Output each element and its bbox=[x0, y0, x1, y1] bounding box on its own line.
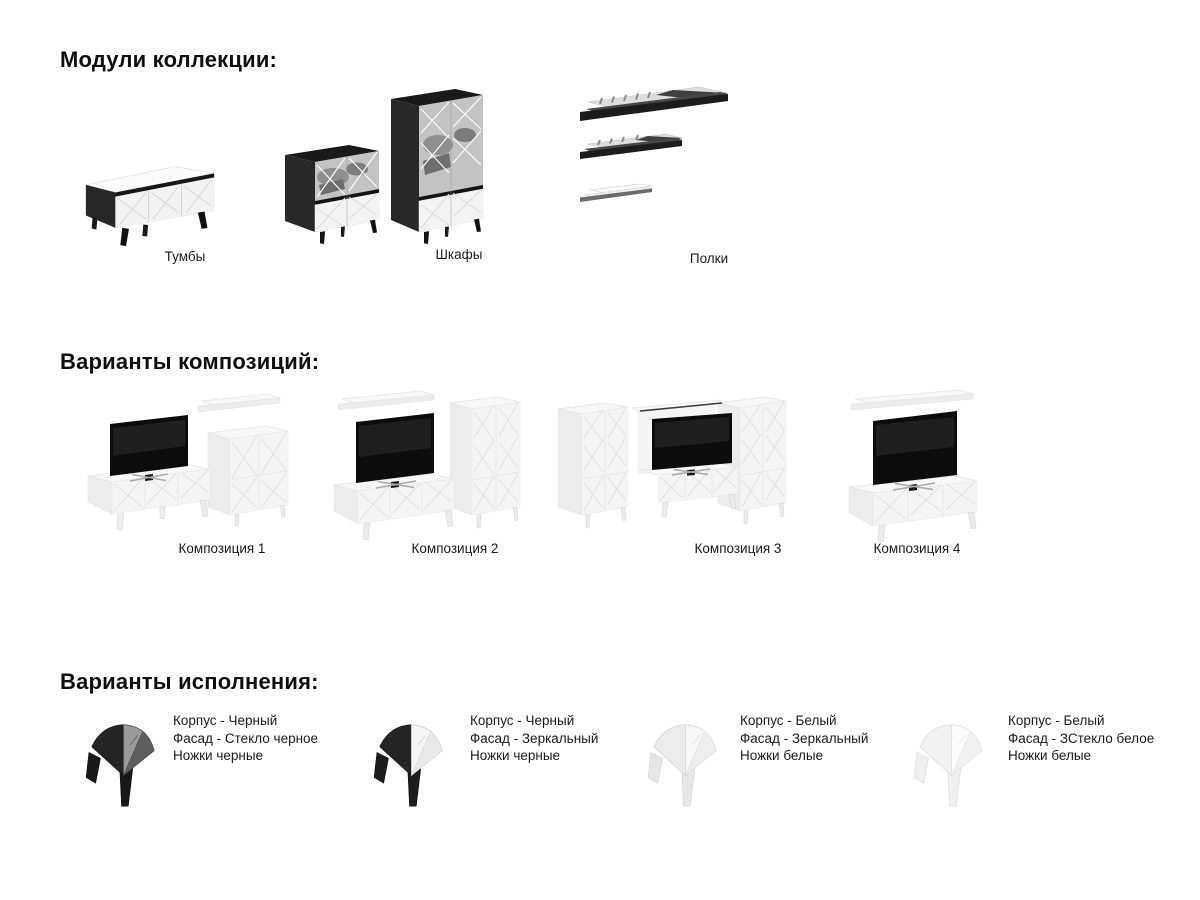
finish-2-facade-line: Фасад - Зеркальный bbox=[470, 730, 599, 746]
composition-2-image bbox=[328, 386, 524, 543]
wall-shelf bbox=[338, 391, 434, 410]
finish-swatch-1 bbox=[84, 718, 161, 810]
finish-3-text bbox=[740, 712, 868, 765]
finish-1-body-line: Корпус - Черный bbox=[173, 713, 278, 728]
white-cabinet-left bbox=[558, 403, 628, 528]
composition-1-image bbox=[84, 388, 300, 540]
shelf-medium bbox=[580, 134, 682, 159]
modules-section-title: Модули коллекции: bbox=[60, 47, 278, 72]
finish-3-legs-line: Ножки белые bbox=[740, 748, 824, 764]
cabinets-module-image bbox=[283, 83, 493, 245]
white-cabinet-tall bbox=[450, 397, 520, 528]
wall-shelf bbox=[851, 390, 973, 410]
tv-stands-label: Тумбы bbox=[164, 249, 206, 264]
wall-shelf bbox=[198, 394, 280, 412]
tv-stand-module-image bbox=[83, 156, 217, 250]
composition-1-label: Композиция 1 bbox=[178, 541, 266, 556]
swatch-leg-left bbox=[648, 753, 662, 784]
white-cabinet bbox=[208, 426, 288, 526]
shelves-module-image bbox=[578, 84, 730, 216]
finish-swatch-2 bbox=[372, 718, 449, 810]
cabinet-tall bbox=[391, 89, 483, 244]
finish-1-legs-line: Ножки черные bbox=[173, 748, 264, 764]
finishes-section-title: Варианты исполнения: bbox=[60, 669, 319, 694]
composition-4-image bbox=[843, 386, 991, 545]
swatch-leg-left bbox=[914, 753, 928, 784]
finish-3-body-line: Корпус - Белый bbox=[740, 713, 837, 728]
finish-4-facade-line: Фасад - ЗСтекло белое bbox=[1008, 730, 1155, 746]
shelf-small bbox=[580, 184, 652, 202]
finish-1-text bbox=[173, 712, 318, 765]
cabinets-label: Шкафы bbox=[435, 247, 483, 262]
shelf-large bbox=[580, 87, 728, 121]
composition-4-label: Композиция 4 bbox=[873, 541, 961, 556]
composition-3-image bbox=[556, 386, 790, 543]
finish-4-legs-line: Ножки белые bbox=[1008, 748, 1092, 764]
swatch-leg-left bbox=[86, 753, 100, 784]
finish-swatch-3 bbox=[646, 718, 723, 810]
finish-4-body-line: Корпус - Белый bbox=[1008, 713, 1105, 728]
finish-1-facade-line: Фасад - Стекло черное bbox=[173, 730, 319, 746]
finish-2-legs-line: Ножки черные bbox=[470, 748, 561, 764]
finish-swatch-4 bbox=[912, 718, 989, 810]
finish-3-facade-line: Фасад - Зеркальный bbox=[740, 730, 869, 746]
swatch-leg-left bbox=[374, 753, 388, 784]
finish-2-body-line: Корпус - Черный bbox=[470, 713, 575, 728]
composition-3-label: Композиция 3 bbox=[694, 541, 782, 556]
finish-4-text bbox=[1008, 712, 1154, 765]
finish-2-text bbox=[470, 712, 598, 765]
shelves-label: Полки bbox=[689, 251, 729, 266]
white-tv-stand bbox=[88, 464, 210, 530]
composition-2-label: Композиция 2 bbox=[411, 541, 499, 556]
cabinet-short bbox=[285, 145, 379, 244]
compositions-section-title: Варианты композиций: bbox=[60, 349, 320, 374]
